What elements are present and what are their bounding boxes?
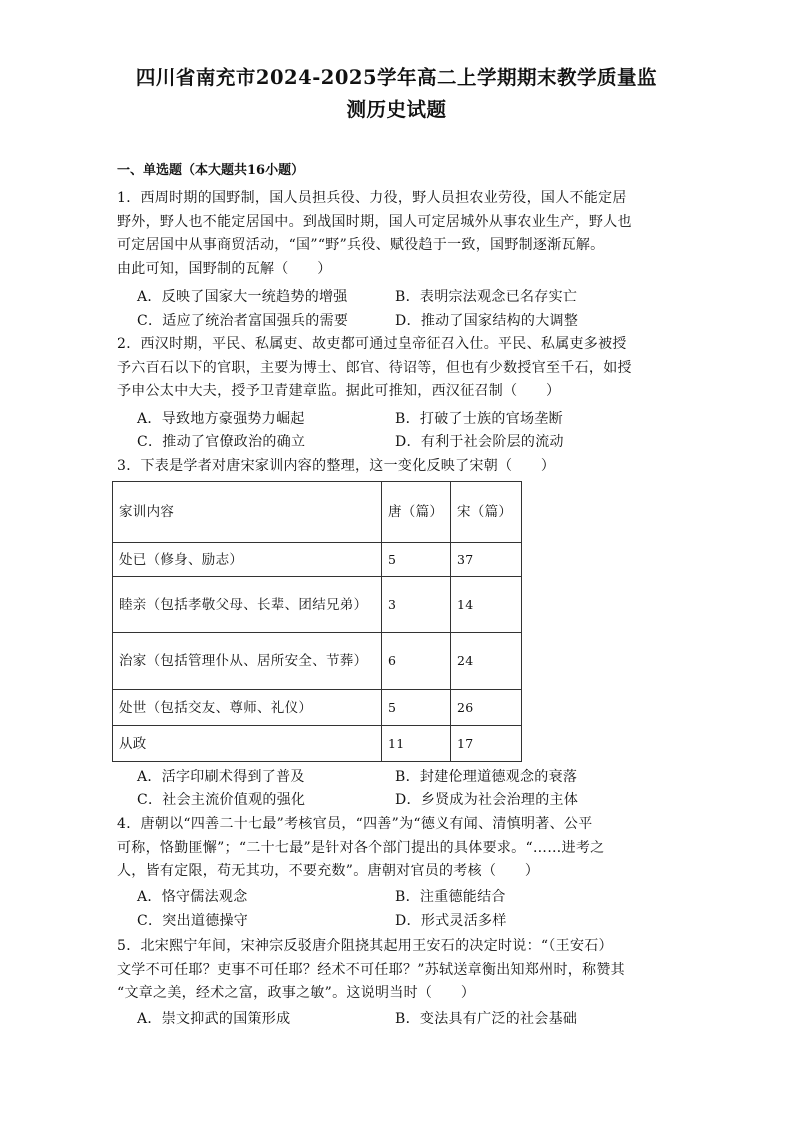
- question-2-option-b: B．打破了士族的官场垄断: [395, 411, 563, 427]
- table-cell: 处已（修身、励志）: [113, 543, 382, 577]
- question-4-option-a: A．恪守儒法观念: [137, 889, 248, 905]
- table-cell: 5: [382, 690, 451, 726]
- question-4-option-d: D．形式灵活多样: [395, 913, 507, 929]
- question-3-line: 3．下表是学者对唐宋家训内容的整理，这一变化反映了宋朝（ ）: [117, 458, 556, 474]
- table-cell: 37: [451, 543, 522, 577]
- family-instruction-table: [112, 481, 522, 762]
- question-4-line: 4．唐朝以“四善二十七最”考核官员，“四善”为“德义有闻、清慎明著、公平: [117, 816, 593, 832]
- question-3-stem: [117, 455, 677, 479]
- question-1-line: 由此可知，国野制的瓦解（ ）: [117, 260, 332, 277]
- question-1-stem: [117, 187, 677, 281]
- question-1-option-d: D．推动了国家结构的大调整: [395, 313, 579, 329]
- question-2-option-c: C．推动了官僚政治的确立: [137, 434, 306, 450]
- question-4-option-b: B．注重德能结合: [395, 889, 506, 905]
- question-3-option-c: C．社会主流价值观的强化: [137, 792, 306, 808]
- table-row: [113, 726, 522, 762]
- question-1-line: 可定居国中从事商贸活动，“国”“野”兵役、赋役趋于一致，国野制逐渐瓦解。: [117, 237, 605, 253]
- question-5-stem: [117, 935, 677, 1006]
- question-4-line: 可称，恪勤匪懈”；“二十七最”是针对各个部门提出的具体要求。“……进考之: [117, 839, 605, 856]
- table-cell: 从政: [113, 726, 382, 762]
- title-line-2: 测历史试题: [346, 98, 447, 121]
- question-4-line: 人，皆有定限，苟无其功，不要充数”。唐朝对官员的考核（ ）: [117, 863, 540, 879]
- table-header-cell: 唐（篇）: [382, 482, 451, 543]
- table-row: [113, 633, 522, 690]
- table-cell: 治家（包括管理仆从、居所安全、节葬）: [113, 633, 382, 690]
- question-1-option-b: B．表明宗法观念已名存实亡: [395, 289, 578, 305]
- question-5-line: 5．北宋熙宁年间，宋神宗反驳唐介阻挠其起用王安石的决定时说：“（王安石）: [117, 938, 613, 954]
- question-5-option-a: A．崇文抑武的国策形成: [137, 1011, 291, 1027]
- question-3-option-a: A．活字印刷术得到了普及: [137, 769, 305, 785]
- question-2-line: 予申公太中大夫，授予卫青建章监。据此可推知，西汉征召制（ ）: [117, 383, 561, 399]
- title-line-1: 四川省南充市2024-2025学年高二上学期期末教学质量监: [135, 66, 658, 89]
- table-cell: 26: [451, 690, 522, 726]
- question-4-stem: [117, 813, 677, 884]
- question-3-option-d: D．乡贤成为社会治理的主体: [395, 792, 579, 808]
- question-1-option-c: C．适应了统治者富国强兵的需要: [137, 313, 349, 329]
- question-5-option-b: B．变法具有广泛的社会基础: [395, 1011, 578, 1027]
- table-cell: 6: [382, 633, 451, 690]
- table-cell: 睦亲（包括孝敬父母、长辈、团结兄弟）: [113, 577, 382, 633]
- table-row: [113, 577, 522, 633]
- table-cell: 11: [382, 726, 451, 762]
- table-header-cell: 宋（篇）: [451, 482, 522, 543]
- table-cell: 3: [382, 577, 451, 633]
- question-2-option-a: A．导致地方豪强势力崛起: [137, 411, 305, 427]
- question-5-line: 文学不可任耶？吏事不可任耶？经术不可任耶？”苏轼送章衡出知郑州时，称赞其: [117, 961, 625, 978]
- table-cell: 24: [451, 633, 522, 690]
- table-cell: 处世（包括交友、尊师、礼仪）: [113, 690, 382, 726]
- question-1-option-a: A．反映了国家大一统趋势的增强: [137, 289, 348, 305]
- table-header-cell: 家训内容: [113, 482, 382, 543]
- question-1-line: 1．西周时期的国野制，国人员担兵役、力役，野人员担农业劳役，国人不能定居: [117, 190, 627, 206]
- question-4-option-c: C．突出道德操守: [137, 913, 249, 929]
- table-row: [113, 690, 522, 726]
- table-row: [113, 543, 522, 577]
- table-cell: 17: [451, 726, 522, 762]
- question-5-line: “文章之美，经术之富，政事之敏”。这说明当时（ ）: [117, 985, 476, 1001]
- question-3-option-b: B．封建伦理道德观念的衰落: [395, 769, 578, 785]
- table-cell: 14: [451, 577, 522, 633]
- question-2-stem: [117, 333, 677, 404]
- document-title: [100, 62, 693, 126]
- question-2-option-d: D．有利于社会阶层的流动: [395, 434, 564, 450]
- question-2-line: 予六百石以下的官职，主要为博士、郎官、待诏等，但也有少数授官至千石，如授: [117, 359, 632, 376]
- table-header-row: [113, 482, 522, 543]
- table-cell: 5: [382, 543, 451, 577]
- question-1-line: 野外，野人也不能定居国中。到战国时期，国人可定居城外从事农业生产，野人也: [117, 213, 632, 230]
- section-heading: 一、单选题（本大题共16小题）: [117, 163, 305, 178]
- question-2-line: 2．西汉时期，平民、私属吏、故吏都可通过皇帝征召入仕。平民、私属吏多被授: [117, 336, 627, 352]
